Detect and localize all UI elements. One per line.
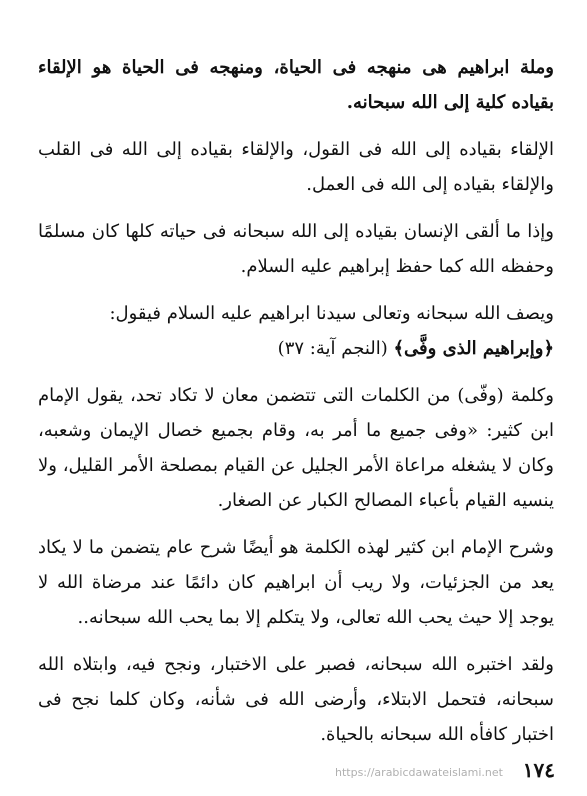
paragraph-4 <box>38 296 554 331</box>
paragraph-3: وإذا ما ألقى الإنسان بقياده إلى الله سبحانه فى حياته كلها كان مسلمًا وحفظه الله كما حفظ إبراهيم عليه السلام. <box>38 221 554 277</box>
page-footer <box>335 758 555 788</box>
page-number: ١٧٤ <box>522 758 555 782</box>
verse-reference: (النجم آية: ٣٧) <box>277 338 388 359</box>
paragraph-1: وملة ابراهيم هى منهجه فى الحياة، ومنهجه فى الحياة هو الإلقاء بقياده كلية إلى الله سبحانه. <box>38 57 554 113</box>
verse-text: ﴿وإبراهيم الذى وفَّى﴾ <box>393 338 554 359</box>
paragraph-7: ولقد اختبره الله سبحانه، فصبر على الاختبار، ونجح فيه، وابتلاه الله سبحانه، فتحمل الابتلاء، وأرضى الله فى شأنه، وكان كلما نجح فى اختبار كافأه الله سبحانه بالحياة. <box>38 654 554 745</box>
verse-line <box>38 331 554 366</box>
paragraph-5: وكلمة (وفّى) من الكلمات التى تتضمن معان لا تكاد تحد، يقول الإمام ابن كثير: «وفى جميع ما أمر به، وقام بجميع خصال الإيمان وشعبه، وكان لا يشغله مراعاة الأمر الجليل عن القيام بمصلحة الأمر القليل، ولا ينسيه القيام بأعباء المصالح الكبار عن الصغار. <box>38 385 554 511</box>
paragraph-2: الإلقاء بقياده إلى الله فى القول، والإلقاء بقياده إلى الله فى القلب والإلقاء بقياده إلى الله فى العمل. <box>38 139 554 195</box>
page-body <box>38 50 554 764</box>
paragraph-6: وشرح الإمام ابن كثير لهذه الكلمة هو أيضًا شرح عام يتضمن ما لا يكاد يعد من الجزئيات، ولا ريب أن ابراهيم كان دائمًا عند مرضاة الله لا يوجد إلا حيث يحب الله تعالى، ولا يتكلم إلا بما يحب الله سبحانه.. <box>38 537 554 628</box>
paragraph-4-text: ويصف الله سبحانه وتعالى سيدنا ابراهيم عليه السلام فيقول: <box>109 303 554 324</box>
watermark-url: https://arabicdawateislami.net <box>335 766 503 779</box>
